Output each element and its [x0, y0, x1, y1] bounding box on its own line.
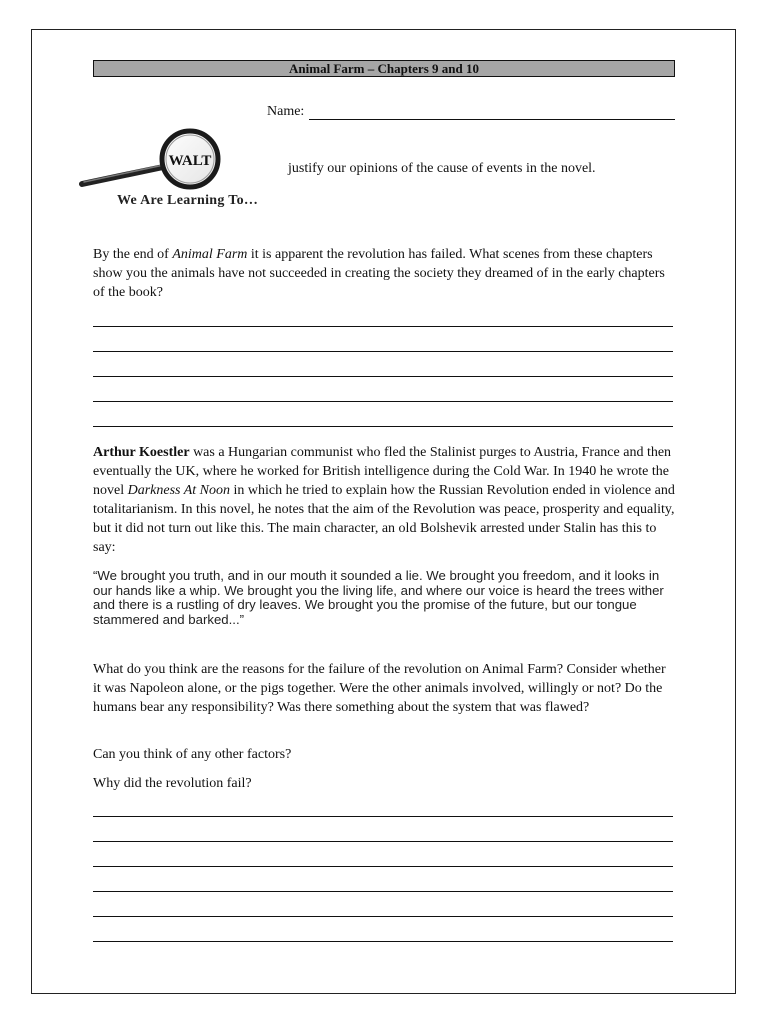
- walt-logo-text: WALT: [168, 153, 212, 169]
- question-4: Why did the revolution fail?: [93, 776, 252, 791]
- novel-title: Darkness At Noon: [127, 483, 231, 498]
- question-1: [93, 245, 675, 302]
- answer-line-q1-1[interactable]: [93, 326, 673, 327]
- walt-caption: We Are Learning To…: [117, 193, 259, 208]
- answer-line-q4-1[interactable]: [93, 816, 673, 817]
- name-input-line[interactable]: [309, 105, 675, 120]
- name-label: Name:: [267, 104, 305, 119]
- question-1-pre: By the end of: [93, 247, 173, 262]
- answer-line-q4-4[interactable]: [93, 891, 673, 892]
- koestler-paragraph: [93, 443, 675, 557]
- learning-objective: justify our opinions of the cause of events in the novel.: [288, 161, 596, 176]
- answer-line-q1-5[interactable]: [93, 426, 673, 427]
- koestler-text-a: was a Hungarian communist who fled the Stalinist purges to Austria, France and then eventually the UK, where he worked for British intelligence during the Cold War. In 1940 he wrote the novel: [93, 445, 672, 498]
- answer-line-q4-2[interactable]: [93, 841, 673, 842]
- question-2: What do you think are the reasons for the failure of the revolution on Animal Farm? Consider whether it was Napoleon alone, or the pigs together. Were the other animals involved, willingly or not? Do the humans bear any responsibility? Was there something about the system that was flawed?: [93, 662, 666, 715]
- question-1-post: it is apparent the revolution has failed. What scenes from these chapters show you the animals have not succeeded in creating the society they dreamed of in the early chapters of the book?: [93, 247, 665, 300]
- answer-line-q4-3[interactable]: [93, 866, 673, 867]
- book-title: Animal Farm: [172, 247, 248, 262]
- koestler-text-b: in which he tried to explain how the Russian Revolution ended in violence and totalitarianism. In this novel, he notes that the aim of the Revolution was peace, prosperity and equality, but it did not turn out like this. The main character, an old Bolshevik arrested under Stalin has this to say:: [93, 483, 675, 555]
- author-name: Arthur Koestler: [93, 445, 190, 460]
- question-3: Can you think of any other factors?: [93, 747, 292, 762]
- answer-line-q1-3[interactable]: [93, 376, 673, 377]
- koestler-quote: “We brought you truth, and in our mouth it sounded a lie. We brought you freedom, and it looks in our hands like a whip. We brought you the living life, and where our voice is heard the trees wither and there is a rustling of dry leaves. We brought you the promise of the future, but our tongue stammered and barked...”: [93, 568, 664, 627]
- name-field[interactable]: [267, 104, 675, 120]
- answer-line-q1-4[interactable]: [93, 401, 673, 402]
- answer-line-q1-2[interactable]: [93, 351, 673, 352]
- answer-line-q4-6[interactable]: [93, 941, 673, 942]
- page-title: Animal Farm – Chapters 9 and 10: [93, 60, 675, 77]
- answer-line-q4-5[interactable]: [93, 916, 673, 917]
- magnifying-glass-icon: [78, 126, 240, 190]
